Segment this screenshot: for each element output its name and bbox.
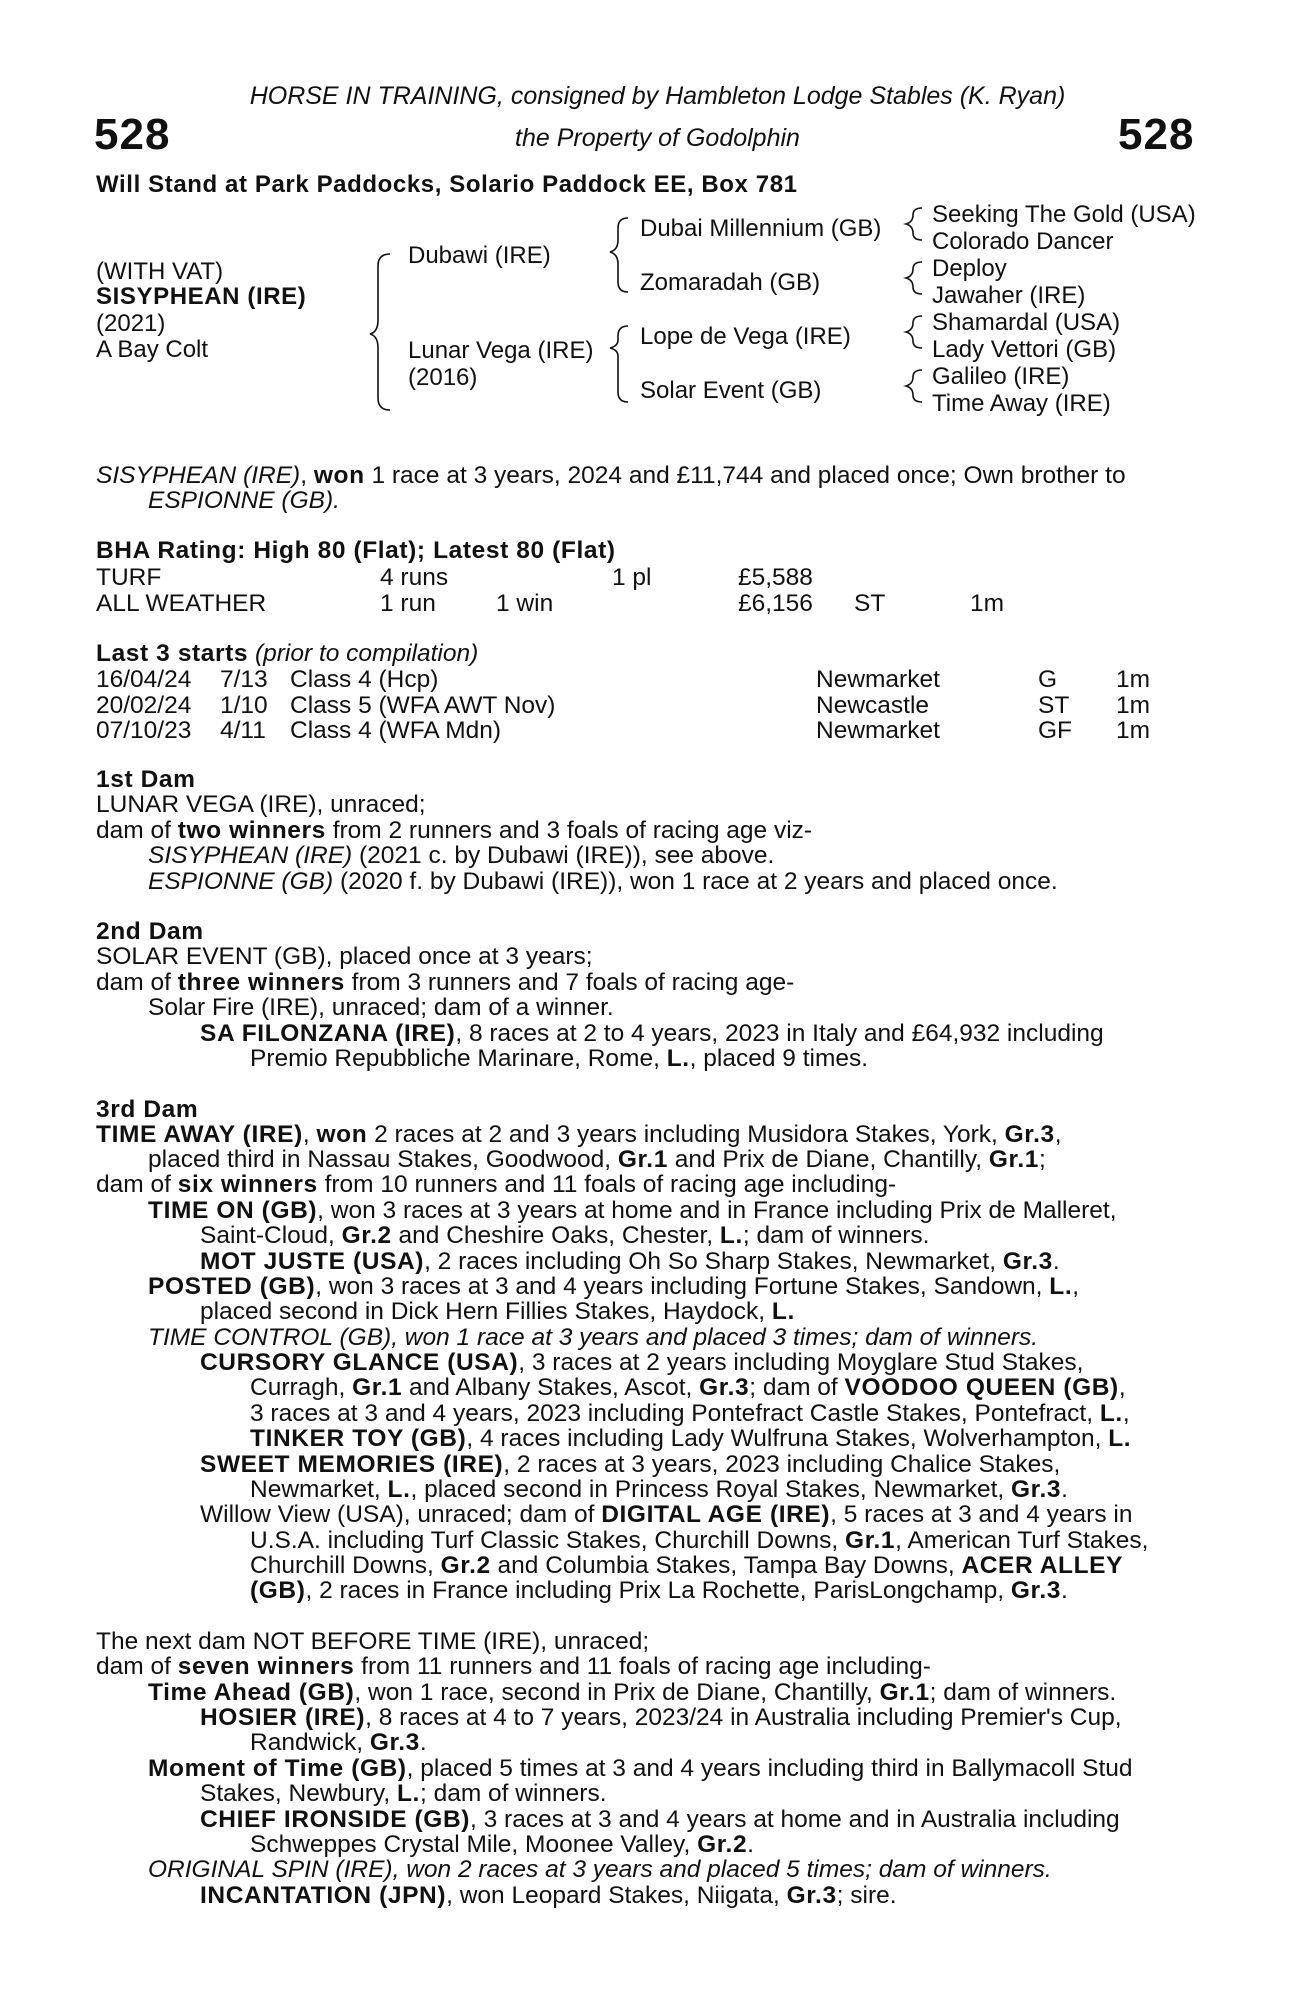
start-race: Class 5 (WFA AWT Nov)	[290, 692, 556, 719]
text: ,	[1072, 1273, 1080, 1300]
grade: Gr.1	[617, 1146, 668, 1173]
horse-year: (2021)	[96, 310, 166, 337]
rating-prize: £5,588	[738, 564, 813, 591]
gen4-2: Colorado Dancer	[932, 228, 1114, 255]
rating-surface: TURF	[96, 564, 162, 591]
text: dam of	[96, 969, 178, 996]
dam-year: (2016)	[408, 364, 478, 391]
text: ,	[1054, 1121, 1062, 1148]
last-starts-note: (prior to compilation)	[254, 640, 479, 667]
text: Stakes, Newbury,	[200, 1780, 397, 1807]
text: placed second in Dick Hern Fillies Stakes, Haydock,	[200, 1298, 772, 1325]
vat-note: (WITH VAT)	[96, 258, 224, 285]
horse-name: (GB)	[250, 1577, 306, 1604]
start-going: ST	[1038, 692, 1070, 719]
text: Saint-Cloud,	[200, 1222, 342, 1249]
gen4-7: Galileo (IRE)	[932, 363, 1070, 390]
start-date: 07/10/23	[96, 717, 192, 744]
text: and Albany Stakes, Ascot,	[402, 1374, 700, 1401]
text: , placed 9 times.	[689, 1045, 869, 1072]
text: placed third in Nassau Stakes, Goodwood,	[148, 1146, 618, 1173]
text: , 4 races including Lady Wulfruna Stakes, Wolverhampton,	[466, 1425, 1109, 1452]
summary-line-1: SISYPHEAN (IRE), won 1 race at 3 years, 2024 and £11,744 and placed once; Own brother to	[96, 462, 1126, 489]
dam3-line	[200, 1223, 929, 1249]
grade: L.	[396, 1780, 420, 1807]
grade: Gr.1	[845, 1527, 896, 1554]
text: , 3 races at 3 and 4 years at home and in Australia including	[470, 1806, 1120, 1833]
text: , won 1 race, second in Prix de Diane, Chantilly,	[354, 1679, 880, 1706]
dam3-line	[148, 1274, 1079, 1300]
sire: Dubawi (IRE)	[408, 242, 551, 269]
horse-name: TINKER TOY (GB)	[250, 1425, 467, 1452]
dam3-line	[250, 1375, 1126, 1401]
dam3-heading: 3rd Dam	[96, 1096, 199, 1123]
dam3-line	[250, 1477, 1068, 1503]
dam-brace	[610, 326, 628, 402]
text: , American Turf Stakes,	[895, 1527, 1149, 1554]
start-position: 1/10	[220, 692, 268, 719]
text: , won Leopard Stakes, Niigata,	[446, 1882, 787, 1909]
grade: L.	[387, 1476, 411, 1503]
horse-name: VOODOO QUEEN (GB)	[844, 1374, 1119, 1401]
last-starts-heading	[96, 641, 478, 667]
grade: Gr.1	[352, 1374, 403, 1401]
consignor-line: HORSE IN TRAINING, consigned by Hambleton Lodge Stables (K. Ryan)	[249, 82, 1066, 110]
text: ; sire.	[836, 1882, 897, 1909]
dam1-line	[148, 869, 1058, 895]
text: .	[1052, 1248, 1060, 1275]
summary-text: 1 race at 3 years, 2024 and £11,744 and placed once; Own brother to	[371, 462, 1126, 489]
grade: Gr.2	[697, 1831, 748, 1858]
dam3-line	[148, 1147, 1046, 1173]
text: dam of	[96, 1171, 178, 1198]
text: ;	[1038, 1146, 1046, 1173]
text: , placed 5 times at 3 and 4 years including third in Ballymacoll Stud	[406, 1755, 1133, 1782]
grade: L.	[666, 1045, 690, 1072]
horse-name: SISYPHEAN (IRE)	[148, 842, 353, 869]
lot-number-left: 528	[94, 110, 171, 159]
text: .	[419, 1729, 427, 1756]
text: .	[747, 1831, 754, 1858]
horse-name: SISYPHEAN (IRE)	[96, 283, 307, 310]
text: from 10 runners and 11 foals of racing age including-	[317, 1171, 897, 1198]
horse-name: TIME AWAY (IRE)	[96, 1121, 303, 1148]
grade: Gr.1	[988, 1146, 1039, 1173]
text: dam of	[96, 1653, 178, 1680]
text: 3 races at 3 and 4 years, 2023 including Pontefract Castle Stakes, Pontefract,	[250, 1400, 1100, 1427]
text: Premio Repubbliche Marinare, Rome,	[250, 1045, 667, 1072]
text: and Prix de Diane, Chantilly,	[667, 1146, 989, 1173]
text: Schweppes Crystal Mile, Moonee Valley,	[250, 1831, 698, 1858]
dam3-line: TIME CONTROL (GB), won 1 race at 3 years and placed 3 times; dam of winners.	[148, 1324, 1039, 1351]
text: (2020 f. by Dubawi (IRE)), won 1 race at 2 years and placed once.	[333, 868, 1058, 895]
text: from 3 runners and 7 foals of racing age-	[344, 969, 795, 996]
dam3-line	[250, 1578, 1068, 1604]
horse-name: TIME ON (GB)	[148, 1197, 318, 1224]
text: , 3 races at 2 years including Moyglare Stud Stakes,	[518, 1349, 1084, 1376]
grade: Gr.3	[786, 1882, 837, 1909]
grade: L.	[1099, 1400, 1123, 1427]
text: from 2 runners and 3 foals of racing age viz-	[325, 817, 813, 844]
text: Randwick,	[250, 1729, 370, 1756]
start-date: 20/02/24	[96, 692, 192, 719]
rating-prize: £6,156	[738, 590, 813, 617]
next-dam-line	[200, 1883, 897, 1909]
property-line: the Property of Godolphin	[515, 124, 800, 152]
text: , won 3 races at 3 and 4 years including Fortune Stakes, Sandown,	[315, 1273, 1050, 1300]
next-dam-line: The next dam NOT BEFORE TIME (IRE), unraced;	[96, 1628, 650, 1655]
gen4-1: Seeking The Gold (USA)	[932, 201, 1196, 228]
dam3-line	[200, 1452, 1060, 1478]
text: , 2 races including Oh So Sharp Stakes, Newmarket,	[424, 1248, 1003, 1275]
grade: Gr.3	[369, 1729, 420, 1756]
horse-name: POSTED (GB)	[148, 1273, 316, 1300]
text: , placed second in Princess Royal Stakes, Newmarket,	[410, 1476, 1012, 1503]
dam2-line	[200, 1021, 1104, 1047]
dam: Lunar Vega (IRE)	[408, 337, 594, 364]
text: Curragh,	[250, 1374, 353, 1401]
gen4-6: Lady Vettori (GB)	[932, 336, 1117, 363]
grade: L.	[1049, 1273, 1073, 1300]
next-dam-line	[96, 1654, 931, 1680]
dam2-line: SOLAR EVENT (GB), placed once at 3 years;	[96, 943, 593, 970]
dam3-line	[250, 1553, 1123, 1579]
dam3-line	[250, 1426, 1131, 1452]
text: , 2 races in France including Prix La Rochette, ParisLongchamp,	[305, 1577, 1011, 1604]
grade: Gr.3	[699, 1374, 750, 1401]
dam2-line	[250, 1046, 868, 1072]
dam3-line	[96, 1122, 1062, 1148]
next-dam-line	[148, 1756, 1133, 1782]
start-course: Newmarket	[816, 666, 940, 693]
summary-horse: SISYPHEAN (IRE)	[96, 462, 301, 489]
text: dam of	[96, 817, 178, 844]
dam2-heading: 2nd Dam	[96, 918, 204, 945]
text: Newmarket,	[250, 1476, 388, 1503]
horse-description: A Bay Colt	[96, 336, 209, 363]
text: , 2 races at 3 years, 2023 including Chalice Stakes,	[503, 1451, 1061, 1478]
dam3-line	[96, 1172, 896, 1198]
horse-name: CHIEF IRONSIDE (GB)	[200, 1806, 471, 1833]
horse-name: SA FILONZANA (IRE)	[200, 1020, 456, 1047]
start-course: Newcastle	[816, 692, 930, 719]
grade: L.	[771, 1298, 795, 1325]
winners-count: three winners	[177, 969, 345, 996]
text: ; dam of winners.	[419, 1780, 607, 1807]
horse-name: Moment of Time (GB)	[148, 1755, 407, 1782]
rating-wins: 1 win	[496, 590, 554, 617]
horse-name: DIGITAL AGE (IRE)	[601, 1501, 831, 1528]
text: , 8 races at 4 to 7 years, 2023/24 in Australia including Premier's Cup,	[365, 1704, 1122, 1731]
dam3-line	[200, 1299, 795, 1325]
dam3-line	[250, 1528, 1148, 1554]
start-going: GF	[1038, 717, 1073, 744]
summary-won: won	[313, 462, 365, 489]
text: and Cheshire Oaks, Chester,	[391, 1222, 720, 1249]
start-race: Class 4 (Hcp)	[290, 666, 439, 693]
grade: Gr.3	[1004, 1121, 1055, 1148]
text: , 8 races at 2 to 4 years, 2023 in Italy and £64,932 including	[455, 1020, 1104, 1047]
dam1-line	[148, 843, 774, 869]
text: ,	[1118, 1374, 1126, 1401]
lot-number-right: 528	[1118, 110, 1195, 159]
winners-count: two winners	[177, 817, 326, 844]
horse-name: ACER ALLEY	[961, 1552, 1124, 1579]
horse-name: ESPIONNE (GB)	[148, 868, 334, 895]
horse-name: CURSORY GLANCE (USA)	[200, 1349, 519, 1376]
grade: Gr.1	[879, 1679, 930, 1706]
sire-dam: Zomaradah (GB)	[640, 269, 821, 296]
start-position: 4/11	[220, 717, 266, 744]
text: ; dam of	[749, 1374, 845, 1401]
dam2-line: Solar Fire (IRE), unraced; dam of a winner.	[148, 994, 614, 1021]
rating-going: ST	[854, 590, 886, 617]
next-dam-line	[250, 1730, 427, 1756]
grade: L.	[719, 1222, 743, 1249]
winners-count: seven winners	[177, 1653, 355, 1680]
text: , won 3 races at 3 years at home and in France including Prix de Malleret,	[317, 1197, 1117, 1224]
next-dam-line	[148, 1680, 1116, 1706]
text: .	[1061, 1476, 1068, 1503]
grade: Gr.2	[440, 1552, 491, 1579]
start-course: Newmarket	[816, 717, 940, 744]
last-starts-title: Last 3 starts	[96, 640, 249, 667]
stabling-line: Will Stand at Park Paddocks, Solario Paddock EE, Box 781	[96, 171, 798, 198]
grade: Gr.3	[1002, 1248, 1053, 1275]
start-distance: 1m	[1116, 692, 1151, 719]
text: , 5 races at 3 and 4 years in	[830, 1501, 1133, 1528]
gen4-4: Jawaher (IRE)	[932, 282, 1086, 309]
dam3-line	[250, 1401, 1130, 1427]
start-position: 7/13	[220, 666, 268, 693]
dam2-line	[96, 970, 794, 996]
text: Churchill Downs,	[250, 1552, 441, 1579]
next-dam-line	[200, 1705, 1122, 1731]
text: (2021 c. by Dubawi (IRE)), see above.	[352, 842, 775, 869]
dam-dam: Solar Event (GB)	[640, 377, 822, 404]
dam1-line	[96, 818, 812, 844]
text: from 11 runners and 11 foals of racing age including-	[354, 1653, 931, 1680]
won: won	[316, 1121, 368, 1148]
dam1-heading: 1st Dam	[96, 766, 196, 793]
text: .	[1060, 1577, 1068, 1604]
grade: Gr.3	[1010, 1577, 1061, 1604]
text: 2 races at 2 and 3 years including Musidora Stakes, York,	[367, 1121, 1005, 1148]
main-brace	[370, 254, 390, 410]
horse-name: SWEET MEMORIES (IRE)	[200, 1451, 504, 1478]
winners-count: six winners	[177, 1171, 318, 1198]
gen4-3: Deploy	[932, 255, 1007, 282]
text: ; dam of winners.	[742, 1222, 930, 1249]
summary-brother: ESPIONNE (GB).	[148, 487, 340, 514]
rating-runs: 1 run	[380, 590, 436, 617]
grade: Gr.3	[1011, 1476, 1062, 1503]
rating-placed: 1 pl	[612, 564, 652, 591]
start-date: 16/04/24	[96, 666, 192, 693]
sire-sire: Dubai Millennium (GB)	[640, 215, 882, 242]
horse-name: MOT JUSTE (USA)	[200, 1248, 425, 1275]
sire-brace	[610, 218, 628, 292]
horse-name: Time Ahead (GB)	[148, 1679, 355, 1706]
dam1-line: LUNAR VEGA (IRE), unraced;	[96, 791, 426, 818]
start-distance: 1m	[1116, 666, 1151, 693]
text: U.S.A. including Turf Classic Stakes, Churchill Downs,	[250, 1527, 846, 1554]
grade: Gr.2	[341, 1222, 392, 1249]
rating-distance: 1m	[970, 590, 1005, 617]
rating-heading: BHA Rating: High 80 (Flat); Latest 80 (Flat)	[96, 537, 616, 564]
dam-sire: Lope de Vega (IRE)	[640, 323, 851, 350]
start-race: Class 4 (WFA Mdn)	[290, 717, 502, 744]
dam3-line	[200, 1502, 1132, 1528]
next-dam-line	[200, 1807, 1120, 1833]
next-dam-line: ORIGINAL SPIN (IRE), won 2 races at 3 years and placed 5 times; dam of winners.	[148, 1856, 1052, 1883]
dam3-line	[148, 1198, 1117, 1224]
dam3-line	[200, 1249, 1060, 1275]
start-distance: 1m	[1116, 717, 1151, 744]
start-going: G	[1038, 666, 1058, 693]
next-dam-line	[200, 1781, 607, 1807]
dam3-line	[200, 1350, 1083, 1376]
gen4-8: Time Away (IRE)	[932, 390, 1111, 417]
horse-name: INCANTATION (JPN)	[200, 1882, 447, 1909]
text: ,	[1122, 1400, 1130, 1427]
grade: L.	[1108, 1425, 1132, 1452]
next-dam-line	[250, 1832, 754, 1858]
rating-runs: 4 runs	[380, 564, 449, 591]
text: Willow View (USA), unraced; dam of	[200, 1501, 602, 1528]
text: and Columbia Stakes, Tampa Bay Downs,	[490, 1552, 962, 1579]
text: ; dam of winners.	[929, 1679, 1117, 1706]
text: ,	[302, 1121, 317, 1148]
horse-name: HOSIER (IRE)	[200, 1704, 366, 1731]
gen4-5: Shamardal (USA)	[932, 309, 1121, 336]
rating-surface: ALL WEATHER	[96, 590, 267, 617]
